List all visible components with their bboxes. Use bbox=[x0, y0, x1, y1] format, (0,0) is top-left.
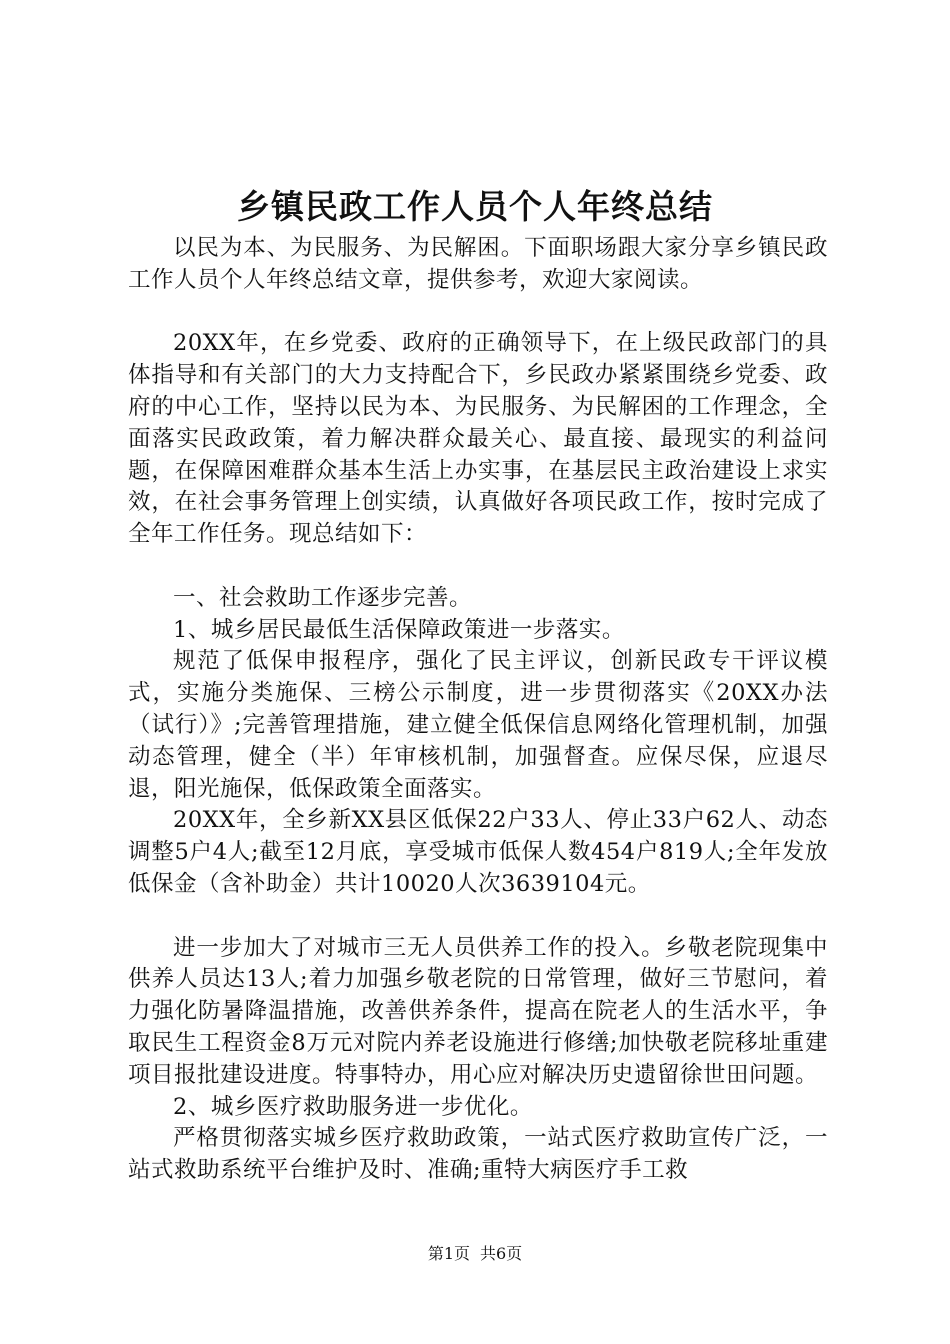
paragraph-spacer bbox=[128, 901, 828, 933]
body-paragraph: 规范了低保申报程序，强化了民主评议，创新民政专干评议模式，实施分类施保、三榜公示制度，进一步贯彻落实《20XX办法（试行）》;完善管理措施，建立健全低保信息网络化管理机制，加强动态管理，健全（半）年审核机制，加强督查。应保尽保，应退尽退，阳光施保，低保政策全面落实。 bbox=[128, 648, 828, 802]
document-body bbox=[128, 233, 828, 1187]
summary-paragraph: 20XX年，在乡党委、政府的正确领导下，在上级民政部门的具体指导和有关部门的大力支持配合下，乡民政办紧紧围绕乡党委、政府的中心工作，坚持以民为本、为民服务、为民解困的工作理念，全面落实民政政策，着力解决群众最关心、最直接、最现实的利益问题，在保障困难群众基本生活上办实事，在基层民主政治建设上求实效，在社会事务管理上创实绩，认真做好各项民政工作，按时完成了全年工作任务。现总结如下： bbox=[128, 330, 828, 548]
paragraph-spacer bbox=[128, 297, 828, 329]
page-total: 共6页 bbox=[480, 1244, 523, 1263]
document-title: 乡镇民政工作人员个人年终总结 bbox=[237, 187, 713, 226]
statistics-paragraph: 20XX年，全乡新XX县区低保22户33人、停止33户62人、动态调整5户4人;截至12月底，享受城市低保人数454户819人;全年发放低保金（含补助金）共计10020人次3639104元。 bbox=[128, 807, 828, 897]
page-footer bbox=[0, 1243, 950, 1265]
paragraph-spacer bbox=[128, 551, 828, 583]
subsection-heading: 2、城乡医疗救助服务进一步优化。 bbox=[173, 1093, 533, 1120]
body-paragraph: 严格贯彻落实城乡医疗救助政策，一站式医疗救助宣传广泛，一站式救助系统平台维护及时、准确;重特大病医疗手工救 bbox=[128, 1125, 828, 1184]
section-heading: 一、社会救助工作逐步完善。 bbox=[173, 584, 473, 611]
intro-paragraph: 以民为本、为民服务、为民解困。下面职场跟大家分享乡镇民政工作人员个人年终总结文章，提供参考，欢迎大家阅读。 bbox=[128, 235, 828, 293]
body-paragraph: 进一步加大了对城市三无人员供养工作的投入。乡敬老院现集中供养人员达13人;着力加强乡敬老院的日常管理，做好三节慰问，着力强化防暑降温措施，改善供养条件，提高在院老人的生活水平，争取民生工程资金8万元对院内养老设施进行修缮;加快敬老院移址重建项目报批建设进度。特事特办，用心应对解决历史遗留徐世田问题。 bbox=[128, 934, 828, 1088]
page-number: 第1页 bbox=[427, 1244, 470, 1263]
subsection-heading: 1、城乡居民最低生活保障政策进一步落实。 bbox=[173, 616, 625, 643]
